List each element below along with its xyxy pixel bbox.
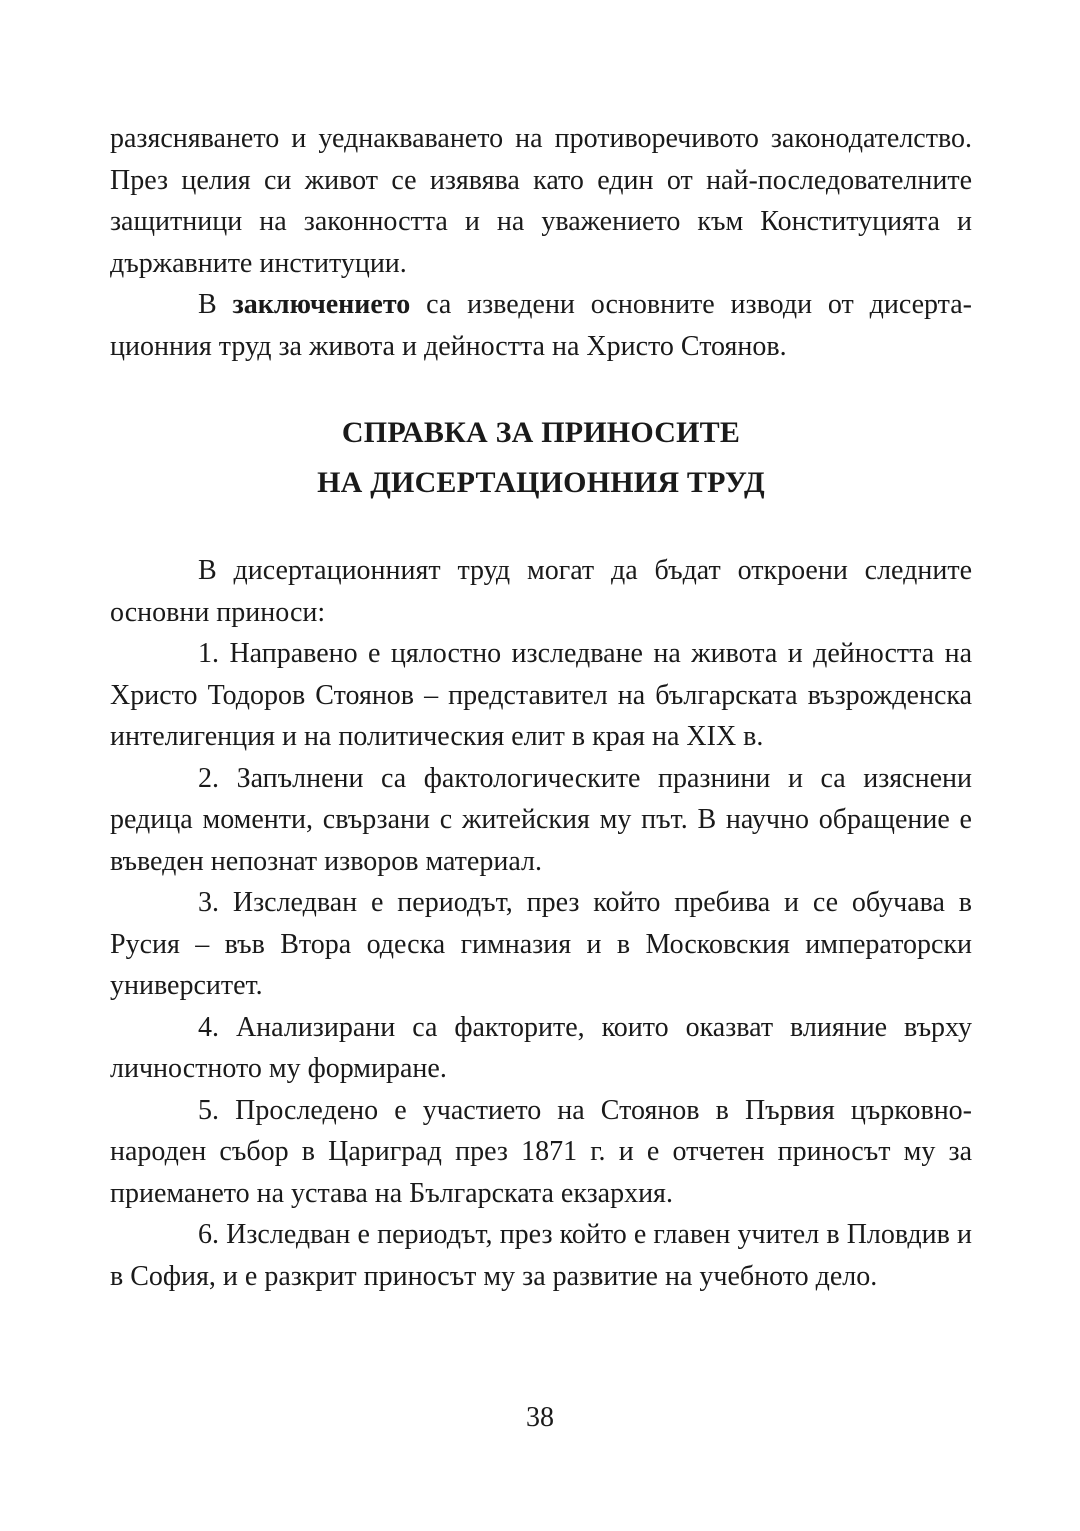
document-page (110, 118, 972, 1297)
conclusion-suffix: са изведени основните изводи от дисертационния труд за живота и дейността на Христо Стоянов. (110, 289, 972, 362)
section-heading-line-2: НА ДИСЕРТАЦИОННИЯ ТРУД (317, 466, 765, 499)
conclusion-paragraph (110, 284, 972, 367)
contribution-item-5: 5. Проследено е участието на Стоянов в Първия църковно-народен събор в Цариград през 1871 г. и е отчетен приносът му за приемането на устава на Българската екзархия. (110, 1094, 972, 1209)
page-number: 38 (526, 1402, 554, 1433)
contribution-item-3: 3. Изследван е периодът, през който пребива и се обучава в Русия – във Втора одеска гимназия и в Московския императорски университет. (110, 887, 972, 1001)
conclusion-prefix: В (198, 289, 233, 320)
contribution-item-4: 4. Анализирани са факторите, които оказват влияние върху личностното му формиране. (110, 1011, 972, 1084)
intro-paragraph: разясняването и уеднакваването на противоречивото законодателство. През целия си живот се изявява като един от най-последователните защитници на законността и на уважението към Конституцията и държавните институции. (110, 123, 972, 279)
contribution-item-6: 6. Изследван е периодът, през който е главен учител в Пловдив и в София, и е разкрит приносът му за развитие на учебното дело. (110, 1219, 972, 1292)
contribution-item-2: 2. Запълнени са фактологическите празнини и са изяснени редица моменти, свързани с житейския му път. В научно обращение е въведен непознат изворов материал. (110, 762, 972, 877)
section-heading-line-1: СПРАВКА ЗА ПРИНОСИТЕ (341, 416, 741, 449)
section-heading (110, 408, 972, 508)
conclusion-bold-word: заключението (232, 289, 411, 320)
contributions-intro: В дисертационният труд могат да бъдат откроени следните основни приноси: (110, 555, 972, 628)
contribution-item-1: 1. Направено е цялостно изследване на живота и дейността на Христо Тодоров Стоянов – представител на българската възрожденска интелигенция и на политическия елит в края на XIX в. (110, 638, 972, 752)
